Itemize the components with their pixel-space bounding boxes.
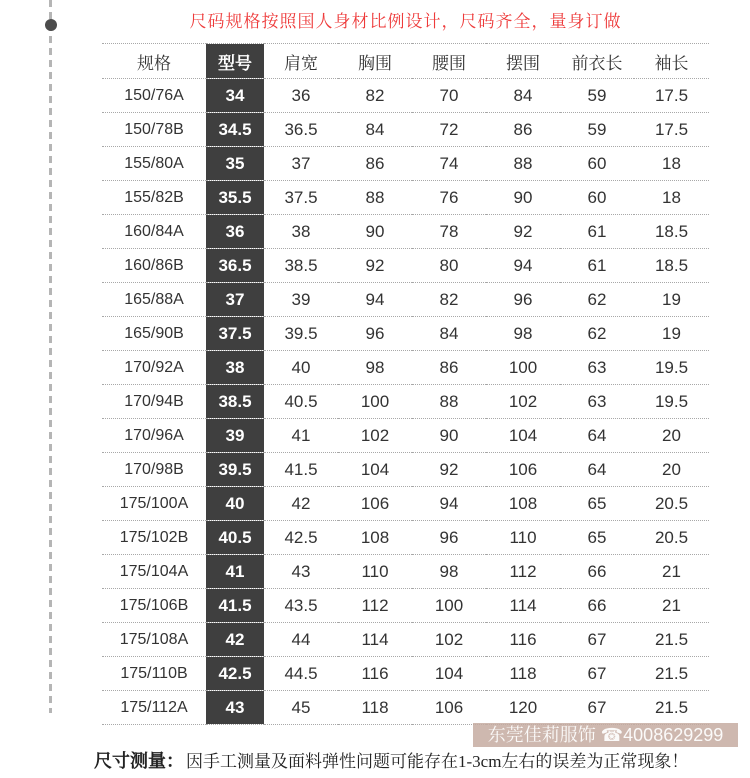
value-cell: 112 [338,589,412,623]
model-cell: 39 [206,419,264,453]
value-cell: 20.5 [634,521,709,555]
column-header-6: 摆围 [486,44,560,79]
value-cell: 67 [560,691,634,725]
table-row [102,113,709,147]
value-cell: 82 [338,79,412,113]
table-row [102,317,709,351]
value-cell: 98 [486,317,560,351]
model-cell: 43 [206,691,264,725]
model-cell: 39.5 [206,453,264,487]
value-cell: 90 [412,419,486,453]
table-row [102,521,709,555]
value-cell: 92 [412,453,486,487]
value-cell: 106 [412,691,486,725]
model-cell: 41 [206,555,264,589]
value-cell: 82 [412,283,486,317]
value-cell: 45 [264,691,338,725]
value-cell: 41.5 [264,453,338,487]
value-cell: 84 [486,79,560,113]
value-cell: 84 [412,317,486,351]
value-cell: 19 [634,317,709,351]
spec-cell: 175/112A [102,691,206,725]
spec-cell: 170/94B [102,385,206,419]
model-cell: 40.5 [206,521,264,555]
size-chart-title: 尺码规格按照国人身材比例设计，尺码齐全，量身订做 [189,12,622,31]
value-cell: 114 [338,623,412,657]
measurement-note-label: 尺寸测量： [94,751,184,771]
value-cell: 88 [412,385,486,419]
spec-cell: 175/106B [102,589,206,623]
column-header-5: 腰围 [412,44,486,79]
value-cell: 94 [486,249,560,283]
value-cell: 21.5 [634,691,709,725]
value-cell: 90 [486,181,560,215]
value-cell: 102 [338,419,412,453]
shop-watermark [473,723,738,747]
model-cell: 42.5 [206,657,264,691]
value-cell: 108 [338,521,412,555]
spec-cell: 175/102B [102,521,206,555]
measurement-note-text: 因手工测量及面料弹性问题可能存在1-3cm左右的误差为正常现象！ [186,752,689,771]
spec-cell: 160/86B [102,249,206,283]
value-cell: 66 [560,555,634,589]
value-cell: 59 [560,79,634,113]
value-cell: 39 [264,283,338,317]
spec-cell: 175/110B [102,657,206,691]
value-cell: 18 [634,147,709,181]
shop-name: 东莞佳莉服饰 [487,725,596,745]
value-cell: 96 [338,317,412,351]
value-cell: 100 [486,351,560,385]
value-cell: 84 [338,113,412,147]
value-cell: 60 [560,181,634,215]
value-cell: 20 [634,453,709,487]
column-header-4: 胸围 [338,44,412,79]
measurement-note [94,747,688,773]
model-cell: 38.5 [206,385,264,419]
table-row [102,215,709,249]
value-cell: 108 [486,487,560,521]
spec-cell: 160/84A [102,215,206,249]
value-cell: 37 [264,147,338,181]
value-cell: 41 [264,419,338,453]
table-row [102,657,709,691]
model-cell: 36.5 [206,249,264,283]
value-cell: 86 [486,113,560,147]
value-cell: 102 [486,385,560,419]
table-row [102,351,709,385]
value-cell: 61 [560,249,634,283]
table-row [102,283,709,317]
value-cell: 80 [412,249,486,283]
value-cell: 38.5 [264,249,338,283]
spec-cell: 170/92A [102,351,206,385]
model-cell: 36 [206,215,264,249]
value-cell: 114 [486,589,560,623]
table-row [102,419,709,453]
value-cell: 61 [560,215,634,249]
size-table [102,43,709,725]
table-row [102,181,709,215]
spec-cell: 155/82B [102,181,206,215]
value-cell: 70 [412,79,486,113]
value-cell: 67 [560,657,634,691]
value-cell: 36 [264,79,338,113]
model-cell: 38 [206,351,264,385]
spec-cell: 170/96A [102,419,206,453]
value-cell: 94 [338,283,412,317]
value-cell: 92 [486,215,560,249]
value-cell: 96 [412,521,486,555]
table-row [102,385,709,419]
value-cell: 88 [486,147,560,181]
value-cell: 63 [560,385,634,419]
value-cell: 104 [486,419,560,453]
value-cell: 66 [560,589,634,623]
shop-phone-number: 4008629299 [623,725,724,745]
table-row [102,79,709,113]
value-cell: 20 [634,419,709,453]
value-cell: 106 [486,453,560,487]
value-cell: 43 [264,555,338,589]
telephone-icon: ☎ [600,725,624,745]
value-cell: 88 [338,181,412,215]
value-cell: 19 [634,283,709,317]
value-cell: 39.5 [264,317,338,351]
value-cell: 116 [486,623,560,657]
value-cell: 20.5 [634,487,709,521]
value-cell: 64 [560,419,634,453]
value-cell: 104 [338,453,412,487]
value-cell: 62 [560,283,634,317]
value-cell: 40.5 [264,385,338,419]
spec-cell: 155/80A [102,147,206,181]
value-cell: 96 [486,283,560,317]
value-cell: 92 [338,249,412,283]
table-row [102,487,709,521]
spec-cell: 150/78B [102,113,206,147]
model-cell: 42 [206,623,264,657]
model-cell: 41.5 [206,589,264,623]
model-cell: 34.5 [206,113,264,147]
value-cell: 18.5 [634,215,709,249]
model-cell: 34 [206,79,264,113]
model-cell: 35.5 [206,181,264,215]
table-header-row [102,44,709,79]
spec-cell: 175/100A [102,487,206,521]
value-cell: 18.5 [634,249,709,283]
value-cell: 120 [486,691,560,725]
value-cell: 36.5 [264,113,338,147]
column-header-7: 前衣长 [560,44,634,79]
table-row [102,623,709,657]
table-row [102,249,709,283]
value-cell: 21.5 [634,657,709,691]
table-row [102,555,709,589]
value-cell: 38 [264,215,338,249]
table-row [102,147,709,181]
value-cell: 60 [560,147,634,181]
spec-cell: 165/90B [102,317,206,351]
value-cell: 86 [412,351,486,385]
value-cell: 21.5 [634,623,709,657]
value-cell: 100 [412,589,486,623]
spec-cell: 170/98B [102,453,206,487]
spec-cell: 175/104A [102,555,206,589]
table-row [102,453,709,487]
value-cell: 42 [264,487,338,521]
value-cell: 21 [634,555,709,589]
column-header-2: 型号 [206,44,264,79]
column-header-8: 袖长 [634,44,709,79]
value-cell: 17.5 [634,113,709,147]
spec-cell: 165/88A [102,283,206,317]
value-cell: 118 [338,691,412,725]
value-cell: 63 [560,351,634,385]
value-cell: 118 [486,657,560,691]
value-cell: 116 [338,657,412,691]
value-cell: 43.5 [264,589,338,623]
value-cell: 110 [338,555,412,589]
value-cell: 19.5 [634,385,709,419]
value-cell: 64 [560,453,634,487]
value-cell: 98 [412,555,486,589]
value-cell: 76 [412,181,486,215]
value-cell: 18 [634,181,709,215]
value-cell: 90 [338,215,412,249]
value-cell: 72 [412,113,486,147]
value-cell: 106 [338,487,412,521]
value-cell: 65 [560,521,634,555]
value-cell: 110 [486,521,560,555]
table-row [102,589,709,623]
value-cell: 62 [560,317,634,351]
spec-cell: 175/108A [102,623,206,657]
spec-cell: 150/76A [102,79,206,113]
value-cell: 112 [486,555,560,589]
model-cell: 37.5 [206,317,264,351]
value-cell: 17.5 [634,79,709,113]
value-cell: 21 [634,589,709,623]
value-cell: 104 [412,657,486,691]
model-cell: 35 [206,147,264,181]
table-row [102,691,709,725]
value-cell: 102 [412,623,486,657]
model-cell: 37 [206,283,264,317]
model-cell: 40 [206,487,264,521]
value-cell: 98 [338,351,412,385]
column-header-1: 规格 [102,44,206,79]
value-cell: 100 [338,385,412,419]
value-cell: 44.5 [264,657,338,691]
value-cell: 86 [338,147,412,181]
value-cell: 40 [264,351,338,385]
value-cell: 42.5 [264,521,338,555]
column-header-3: 肩宽 [264,44,338,79]
value-cell: 19.5 [634,351,709,385]
value-cell: 94 [412,487,486,521]
value-cell: 44 [264,623,338,657]
value-cell: 67 [560,623,634,657]
value-cell: 65 [560,487,634,521]
value-cell: 37.5 [264,181,338,215]
value-cell: 74 [412,147,486,181]
timeline-dot [45,19,57,31]
left-dashed-guide-line [49,0,52,713]
value-cell: 59 [560,113,634,147]
value-cell: 78 [412,215,486,249]
